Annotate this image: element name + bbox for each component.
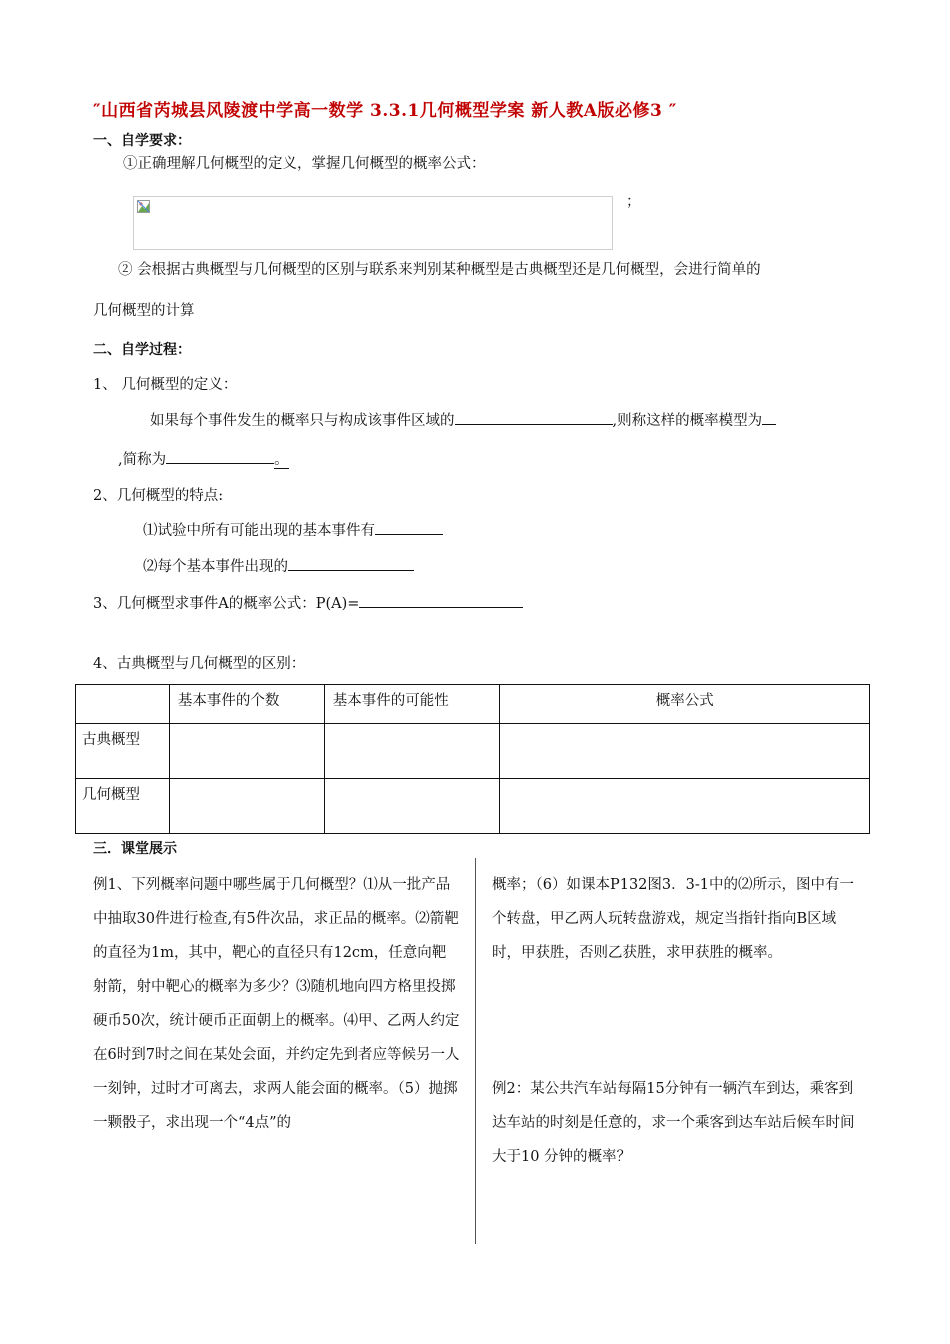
section1-item2-line2: 几何概型的计算 [93,303,195,319]
table-header-cell: 基本事件的可能性 [324,685,500,724]
table-cell[interactable] [169,724,324,779]
section2-heading: 二、自学过程： [93,342,191,358]
table-cell[interactable] [500,779,870,834]
section3-heading: 三．课堂展示 [93,841,177,857]
example1-text: 例1、下列概率问题中哪些属于几何概型？⑴从一批产品中抽取30件进行检查,有5件次品，求正品的概率。⑵箭靶的直径为1m，其中，靶心的直径只有12cm，任意向靶射箭，射中靶心的概率为多少？⑶随机地向四方格里投掷硬币50次，统计硬币正面朝上的概率。⑷甲、乙两人约定在6时到7时之间在某处会面，并约定先到者应等候另一人一刻钟，过时才可离去，求两人能会面的概率。（5）抛掷一颗骰子，求出现一个“4点”的 [93,877,460,1131]
section1-item2-line1: ② 会根据古典概型与几何概型的区别与联系来判别某种概型是古典概型还是几何概型，会进行简单的 [118,262,761,278]
blank-field[interactable] [166,448,274,464]
example2-text: 例2：某公共汽车站每隔15分钟有一辆汽车到达，乘客到达车站的时刻是任意的，求一个乘客到达车站后候车时间大于10 分钟的概率？ [492,1081,855,1165]
broken-image-icon [137,200,150,213]
feature-item-1 [143,519,443,540]
table-row-label: 古典概型 [76,724,170,779]
formula-semicolon: ； [626,194,641,210]
blank-field[interactable] [455,409,613,425]
definition-line1 [150,409,776,430]
table-row [76,779,870,834]
table-header-cell: 基本事件的个数 [169,685,324,724]
table-header-cell: 概率公式 [500,685,870,724]
probability-formula-text: 3、几何概型求事件A的概率公式：P(A)= [93,596,360,612]
features-title: 2、几何概型的特点: [93,488,224,504]
definition-line1-text-a: 如果每个事件发生的概率只与构成该事件区域的 [150,413,455,429]
feature-item-2 [143,555,414,576]
section1-heading: 一、自学要求： [93,133,191,149]
definition-line1-text-b: ,则称这样的概率模型为 [612,413,763,429]
definition-line2-text-b: 。 [274,452,289,468]
feature-item-1-text: ⑴试验中所有可能出现的基本事件有 [143,523,375,539]
blank-field[interactable] [359,592,523,608]
feature-item-2-text: ⑵每个基本事件出现的 [143,559,288,575]
right-column [492,868,862,1174]
formula-image-placeholder [133,196,613,250]
table-header-cell [76,685,170,724]
table-cell[interactable] [169,779,324,834]
blank-field[interactable] [375,519,443,535]
table-cell[interactable] [500,724,870,779]
table-row [76,724,870,779]
table-row-label: 几何概型 [76,779,170,834]
table-cell[interactable] [324,779,500,834]
comparison-table [75,684,870,834]
table-cell[interactable] [324,724,500,779]
example1-continued: 概率；（6）如课本P132图3．3-1中的⑵所示，图中有一个转盘，甲乙两人玩转盘游戏，规定当指针指向B区域时，甲获胜，否则乙获胜，求甲获胜的概率。 [492,877,854,961]
table-header-row [76,685,870,724]
blank-field[interactable] [762,409,776,425]
comparison-title: 4、古典概型与几何概型的区别： [93,656,306,672]
page-title: ″山西省芮城县风陵渡中学高一数学 3.3.1几何概型学案 新人教A版必修3 ″ [93,101,677,121]
definition-line2-text-a: ,简称为 [118,452,167,468]
column-divider [475,858,476,1244]
probability-formula [93,592,523,613]
blank-field[interactable] [288,555,414,571]
definition-title: 1、 几何概型的定义： [93,377,238,393]
definition-line2 [118,448,289,469]
section1-item1: ①正确理解几何概型的定义，掌握几何概型的概率公式： [123,156,486,172]
